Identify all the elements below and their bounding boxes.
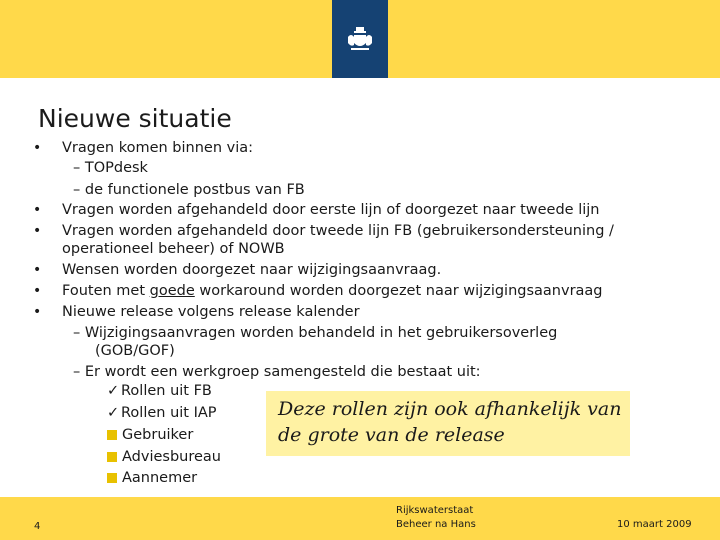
square-bullet-icon (107, 452, 117, 462)
list-item (107, 447, 221, 467)
list-item: – TOPdesk (73, 160, 148, 176)
page-title: Nieuwe situatie (38, 104, 232, 133)
bullet-dot-icon: • (33, 262, 42, 278)
checkmark-icon: ✓ (107, 405, 120, 421)
list-item-text: Aannemer (122, 470, 198, 486)
list-item: – Wijzigingsaanvragen worden behandeld in het gebruikersoverleg (73, 325, 558, 341)
footer-org-line: Beheer na Hans (396, 519, 476, 530)
list-item-text: workaround worden doorgezet naar wijzigingsaanvraag (199, 283, 603, 299)
bullet-dot-icon: • (33, 304, 42, 320)
list-item: Vragen komen binnen via: (62, 140, 253, 156)
underlined-word: goede (149, 283, 195, 299)
crest-icon (346, 25, 374, 53)
square-bullet-icon (107, 473, 117, 483)
bullet-dot-icon: • (33, 140, 42, 156)
note-text (278, 396, 621, 448)
list-item (107, 425, 193, 445)
list-item (107, 381, 212, 401)
list-item (107, 403, 217, 423)
list-item: – de functionele postbus van FB (73, 182, 305, 198)
list-item: – Er wordt een werkgroep samengesteld die bestaat uit: (73, 364, 481, 380)
list-item: Nieuwe release volgens release kalender (62, 304, 360, 320)
list-item-text: Rollen uit FB (121, 383, 212, 399)
list-item: Wensen worden doorgezet naar wijzigingsaanvraag. (62, 262, 442, 278)
list-item (107, 468, 197, 488)
list-item: (GOB/GOF) (95, 343, 175, 359)
page-number: 4 (34, 521, 41, 532)
footer-date: 10 maart 2009 (617, 519, 692, 530)
list-item-text: Gebruiker (122, 427, 194, 443)
bullet-dot-icon: • (33, 283, 42, 299)
list-item: Vragen worden afgehandeld door eerste lijn of doorgezet naar tweede lijn (62, 202, 600, 218)
bullet-dot-icon: • (33, 202, 42, 218)
checkmark-icon: ✓ (107, 383, 120, 399)
list-item-text: Rollen uit IAP (121, 405, 217, 421)
list-item (62, 281, 603, 301)
footer-bar (0, 497, 720, 540)
emblem-block (332, 0, 388, 78)
note-line: Deze rollen zijn ook afhankelijk van (278, 398, 622, 420)
list-item: operationeel beheer) of NOWB (62, 241, 285, 257)
square-bullet-icon (107, 430, 117, 440)
note-line: de grote van de release (278, 424, 505, 446)
footer-org-line: Rijkswaterstaat (396, 505, 474, 516)
list-item: Vragen worden afgehandeld door tweede lijn FB (gebruikersondersteuning / (62, 223, 614, 239)
list-item-text: Fouten met (62, 283, 146, 299)
list-item-text: Adviesbureau (122, 449, 221, 465)
bullet-dot-icon: • (33, 223, 42, 239)
